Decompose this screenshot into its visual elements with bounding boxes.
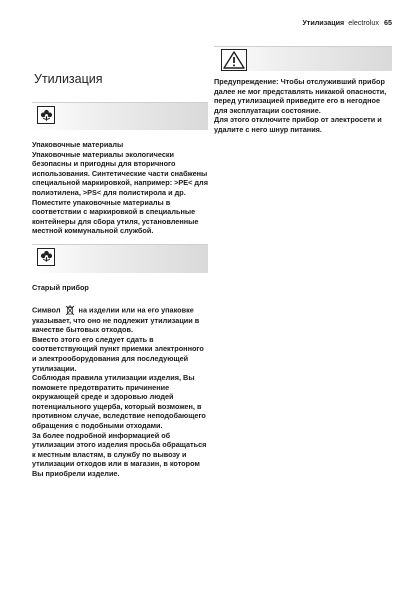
old-appliance-paragraph-3: Соблюдая правила утилизации изделия, Вы поможете предотвратить причинение окружающей среде и здоровью людей потенциального ущерба, который возможен, в противном случае, вследствие неподобающего обращения с подобными отходами. bbox=[32, 373, 206, 431]
right-column bbox=[214, 46, 392, 135]
packaging-icon-bar bbox=[32, 102, 208, 130]
left-column bbox=[32, 60, 208, 479]
recycle-flower-icon bbox=[37, 106, 55, 124]
crossed-bin-icon bbox=[65, 305, 75, 316]
warning-icon-bar bbox=[214, 46, 392, 71]
header-section: Утилизация bbox=[302, 18, 345, 27]
symbol-text-before: Символ bbox=[32, 304, 61, 314]
symbol-text-after: на изделии или на его упаковке указывает, что оно не подлежит утилизации в качестве бытовых отходов. bbox=[32, 304, 200, 335]
packaging-body: Упаковочные материалы экологически безопасны и пригодны для вторичного использования. Синтетические части снабжены специальной маркировкой, например: >PE< для полиэтилена, >PS< для полистирола и др. Поместите упаковочные материалы в соответствии с маркировкой в специальные контейнеры для сбора утиля, установленные местной коммунальной службой. bbox=[32, 149, 208, 236]
recycle-flower-icon bbox=[37, 248, 55, 266]
old-appliance-paragraph-4: За более подробной информацией об утилизации этого изделия просьба обращаться к местным властям, в службу по вывозу и утилизации отходов или в магазин, в котором Вы приобрели изделие. bbox=[32, 430, 207, 479]
old-appliance-symbol-paragraph bbox=[32, 305, 208, 335]
packaging-heading: Упаковочные материалы bbox=[32, 140, 124, 149]
page-title: Утилизация bbox=[34, 72, 103, 86]
warning-paragraph-1: Предупреждение: Чтобы отслуживший прибор далее не мог представлять никакой опасности, перед утилизацией приведите его в негодное для эксплуатации состояние. bbox=[214, 77, 387, 115]
page-header bbox=[302, 18, 392, 27]
warning-paragraph-2: Для этого отключите прибор от электросети и удалите с него шнур питания. bbox=[214, 115, 382, 134]
warning-triangle-icon bbox=[221, 49, 247, 71]
old-appliance-heading: Старый прибор bbox=[32, 282, 89, 292]
old-appliance-icon-bar bbox=[32, 244, 208, 273]
old-appliance-paragraph-2: Вместо этого его следует сдать в соответствующий пункт приемки электронного и электрооборудования для последующей утилизации. bbox=[32, 334, 204, 373]
page-number: 65 bbox=[384, 18, 392, 27]
header-brand: electrolux bbox=[348, 18, 379, 27]
